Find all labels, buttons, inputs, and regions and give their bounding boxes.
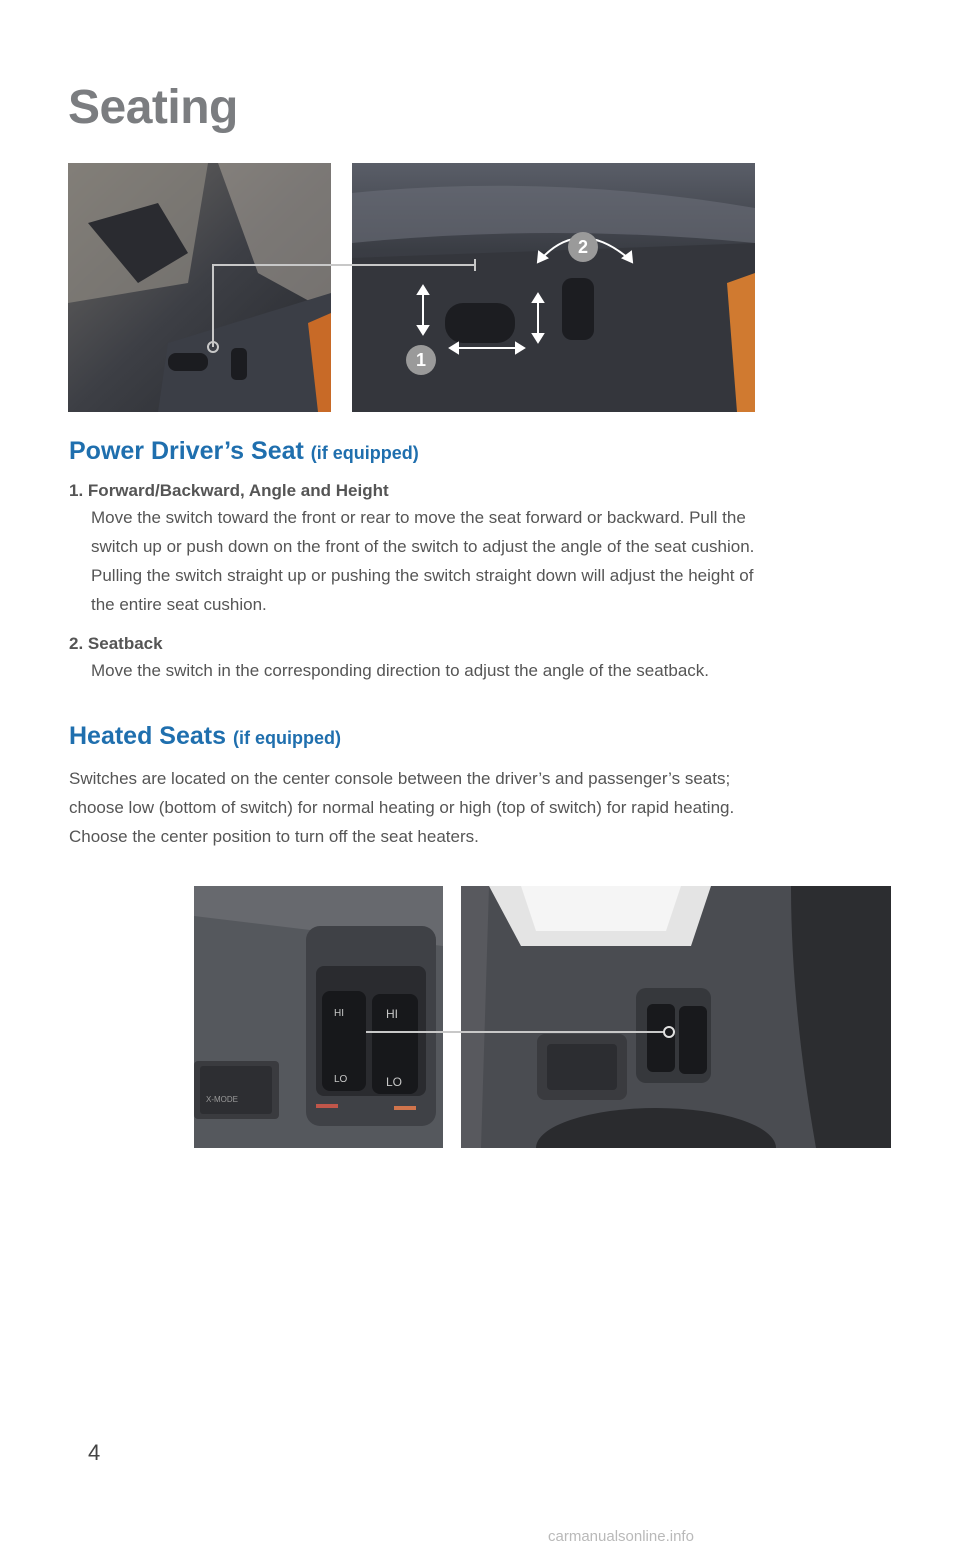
watermark: carmanualsonline.info — [548, 1528, 694, 1545]
xmode-label: X-MODE — [206, 1095, 238, 1104]
heated-seats-line: Choose the center position to turn off the seat heaters. — [69, 827, 479, 846]
heater-switch-closeup-photo — [194, 886, 443, 1148]
item-1-body — [91, 503, 909, 619]
power-seat-title — [69, 437, 419, 466]
heated-seats-title — [69, 722, 341, 751]
item-2-heading: Seatback — [87, 634, 163, 653]
item-2-body — [91, 656, 909, 685]
power-seat-qualifier: (if equipped) — [310, 443, 419, 463]
heated-seats-line: choose low (bottom of switch) for normal heating or high (top of switch) for rapid heating. — [69, 798, 735, 817]
item-1-heading: Forward/Backward, Angle and Height — [87, 481, 389, 500]
heated-seats-description — [69, 764, 909, 851]
adjustment-arrows — [400, 220, 640, 370]
item-1-line: Move the switch toward the front or rear to move the seat forward or backward. Pull the — [91, 508, 746, 527]
heated-seats-line: Switches are located on the center console between the driver’s and passenger’s seats; — [69, 769, 731, 788]
center-console-photo — [461, 886, 891, 1148]
heated-seats-qualifier: (if equipped) — [232, 728, 341, 748]
item-1-line: the entire seat cushion. — [91, 595, 267, 614]
lo-label-right: LO — [386, 1075, 403, 1089]
item-1-line: Pulling the switch straight up or pushing the switch straight down will adjust the height of — [91, 566, 754, 585]
heated-seats-title-text: Heated Seats — [69, 722, 227, 750]
item-2-number: 2. — [69, 634, 84, 653]
item-1-heading-row — [69, 481, 909, 501]
heater-leader-line — [362, 1020, 682, 1044]
hi-label-left: HI — [334, 1008, 344, 1019]
power-seat-title-text: Power Driver’s Seat — [69, 437, 304, 465]
hi-label-right: HI — [386, 1007, 398, 1021]
item-2-line: Move the switch in the corresponding direction to adjust the angle of the seatback. — [91, 661, 710, 680]
page-number: 4 — [88, 1440, 101, 1465]
callout-2: 2 — [568, 232, 598, 262]
item-1-number: 1. — [69, 481, 84, 500]
power-seat-item-1 — [69, 481, 909, 619]
item-2-heading-row — [69, 634, 909, 654]
power-seat-item-2 — [69, 634, 909, 685]
callout-1: 1 — [406, 345, 436, 375]
lo-label-left: LO — [334, 1074, 348, 1085]
page-title: Seating — [68, 81, 238, 134]
item-1-line: switch up or push down on the front of the switch to adjust the angle of the seat cushion. — [91, 537, 755, 556]
